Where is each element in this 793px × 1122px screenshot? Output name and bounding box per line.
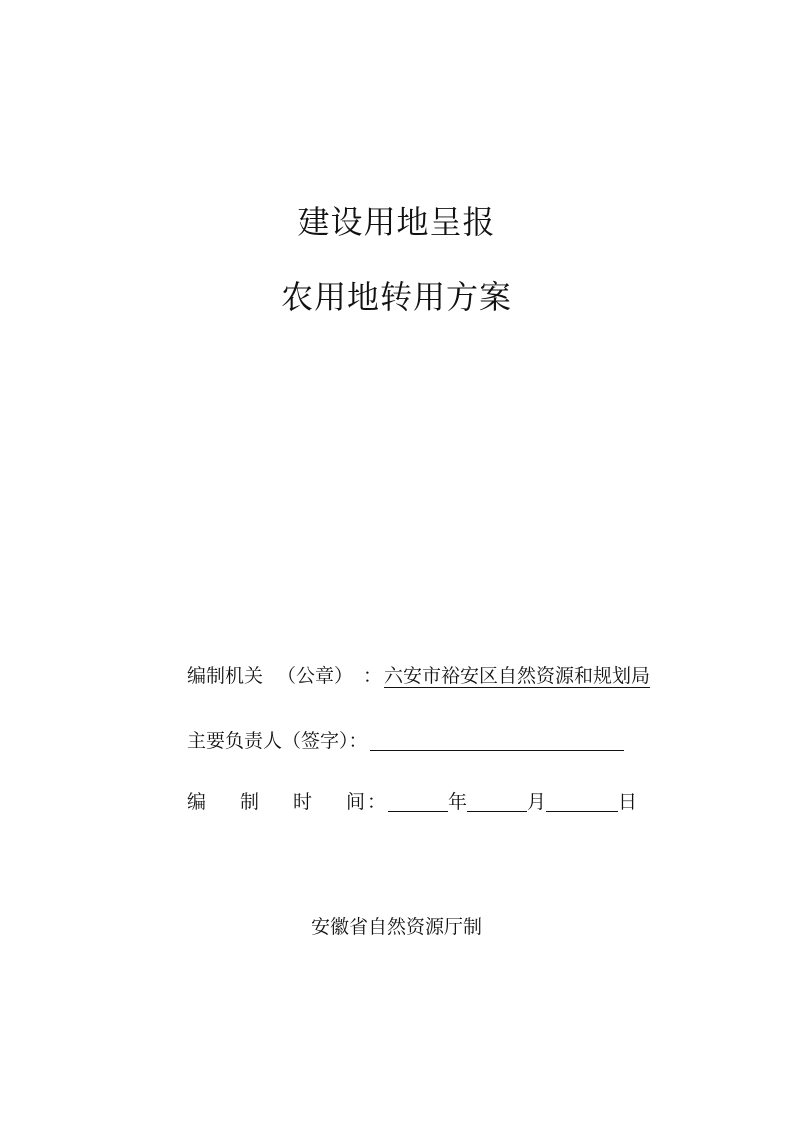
date-label bbox=[187, 793, 367, 812]
document-subtitle: 农用地转用方案 bbox=[280, 278, 512, 316]
date-colon: ： bbox=[367, 791, 387, 813]
org-label: 编制机关 bbox=[187, 665, 264, 687]
responsible-row bbox=[187, 732, 624, 751]
document-title: 建设用地呈报 bbox=[297, 203, 496, 241]
signature-line bbox=[370, 732, 624, 751]
issuer-footer: 安徽省自然资源厅制 bbox=[310, 916, 482, 938]
month-suffix: 月 bbox=[527, 791, 547, 813]
month-blank bbox=[467, 793, 527, 812]
org-colon: ： bbox=[363, 665, 383, 687]
day-suffix: 日 bbox=[618, 791, 638, 813]
date-label-char: 间 bbox=[346, 791, 366, 813]
stamp-note: （公章） bbox=[277, 665, 354, 687]
org-row bbox=[187, 667, 650, 688]
org-value: 六安市裕安区自然资源和规划局 bbox=[384, 665, 651, 687]
day-blank bbox=[546, 793, 618, 812]
year-blank bbox=[388, 793, 448, 812]
year-suffix: 年 bbox=[448, 791, 468, 813]
date-row bbox=[187, 793, 637, 812]
date-label-char: 制 bbox=[240, 791, 260, 813]
date-label-char: 编 bbox=[187, 791, 207, 813]
date-label-char: 时 bbox=[293, 791, 313, 813]
responsible-label: 主要负责人（签字）： bbox=[187, 730, 368, 752]
